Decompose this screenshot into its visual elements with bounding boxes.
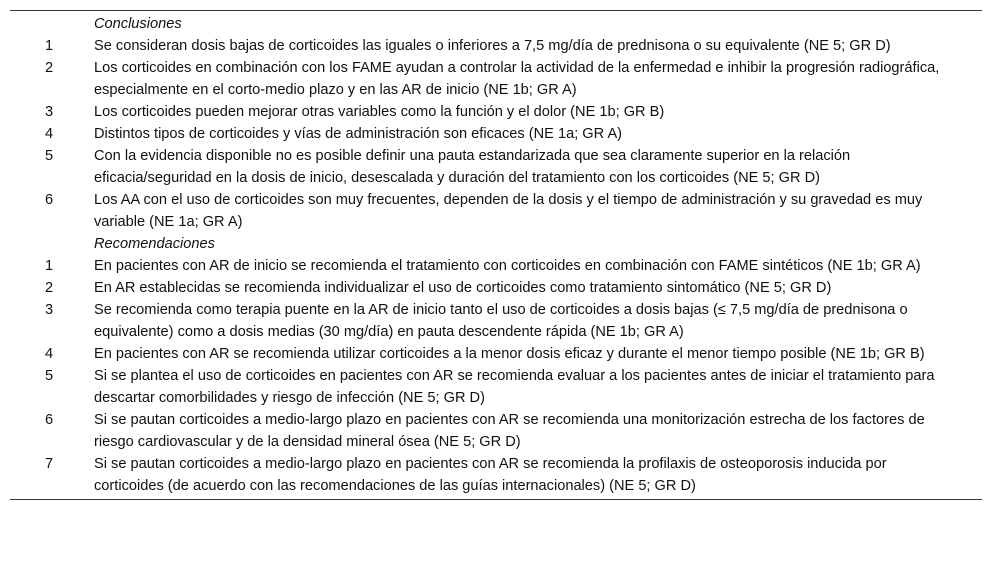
row-number: 2 (44, 60, 54, 76)
row-number: 4 (44, 346, 54, 362)
table-row (10, 409, 982, 453)
row-number: 1 (44, 38, 54, 54)
row-text: Con la evidencia disponible no es posible definir una pauta estandarizada que sea claramente superior en la relación eficacia/seguridad en la dosis de inicio, desescalada y duración del tratamiento con los corticoides (NE 5; GR D) (94, 148, 851, 186)
section-header-conclusiones (10, 11, 982, 35)
table-row (10, 123, 982, 145)
row-text: Los corticoides en combinación con los FAME ayudan a controlar la actividad de la enfermedad e inhibir la progresión radiográfica, especialmente en el corto-medio plazo y en las AR de inicio (NE 1b; GR A) (94, 60, 940, 98)
row-number: 6 (44, 192, 54, 208)
row-text: Se recomienda como terapia puente en la AR de inicio tanto el uso de corticoides a dosis bajas (≤ 7,5 mg/día de prednisona o equivalente) como a dosis medias (30 mg/día) en pauta descendente rápida (NE 1b; GR A) (94, 302, 908, 340)
table-row (10, 277, 982, 299)
section-header-recomendaciones (10, 233, 982, 255)
table-row (10, 57, 982, 101)
recommendations-table (10, 10, 982, 500)
section-title: Conclusiones (94, 16, 182, 32)
table-row (10, 35, 982, 57)
row-text: En pacientes con AR de inicio se recomienda el tratamiento con corticoides en combinación con FAME sintéticos (NE 1b; GR A) (94, 258, 921, 274)
row-text: Los AA con el uso de corticoides son muy frecuentes, dependen de la dosis y el tiempo de administración y su gravedad es muy variable (NE 1a; GR A) (94, 192, 923, 230)
table-row (10, 189, 982, 233)
table-row (10, 365, 982, 409)
row-text: Si se pautan corticoides a medio-largo plazo en pacientes con AR se recomienda la profilaxis de osteoporosis inducida por corticoides (de acuerdo con las recomendaciones de las guías internacionales) (NE 5; GR D) (94, 456, 887, 494)
row-number: 3 (44, 104, 54, 120)
row-number: 1 (44, 258, 54, 274)
row-text: En AR establecidas se recomienda individualizar el uso de corticoides como tratamiento sintomático (NE 5; GR D) (94, 280, 832, 296)
table-row (10, 255, 982, 277)
table-row (10, 343, 982, 365)
row-text: Los corticoides pueden mejorar otras variables como la función y el dolor (NE 1b; GR B) (94, 104, 665, 120)
section-title: Recomendaciones (94, 236, 215, 252)
row-number: 5 (44, 148, 54, 164)
table-row (10, 299, 982, 343)
row-number: 4 (44, 126, 54, 142)
row-number: 6 (44, 412, 54, 428)
table-row (10, 453, 982, 497)
table-row (10, 101, 982, 123)
table-row (10, 145, 982, 189)
row-text: Distintos tipos de corticoides y vías de administración son eficaces (NE 1a; GR A) (94, 126, 623, 142)
row-text: Si se plantea el uso de corticoides en pacientes con AR se recomienda evaluar a los pacientes antes de iniciar el tratamiento para descartar comorbilidades y riesgo de infección (NE 5; GR D) (94, 368, 935, 406)
row-text: En pacientes con AR se recomienda utilizar corticoides a la menor dosis eficaz y durante el menor tiempo posible (NE 1b; GR B) (94, 346, 925, 362)
row-number: 3 (44, 302, 54, 318)
row-number: 5 (44, 368, 54, 384)
row-text: Se consideran dosis bajas de corticoides las iguales o inferiores a 7,5 mg/día de prednisona o su equivalente (NE 5; GR D) (94, 38, 891, 54)
row-text: Si se pautan corticoides a medio-largo plazo en pacientes con AR se recomienda una monitorización estrecha de los factores de riesgo cardiovascular y de la densidad mineral ósea (NE 5; GR D) (94, 412, 925, 450)
row-number: 2 (44, 280, 54, 296)
row-number: 7 (44, 456, 54, 472)
table (10, 11, 982, 499)
